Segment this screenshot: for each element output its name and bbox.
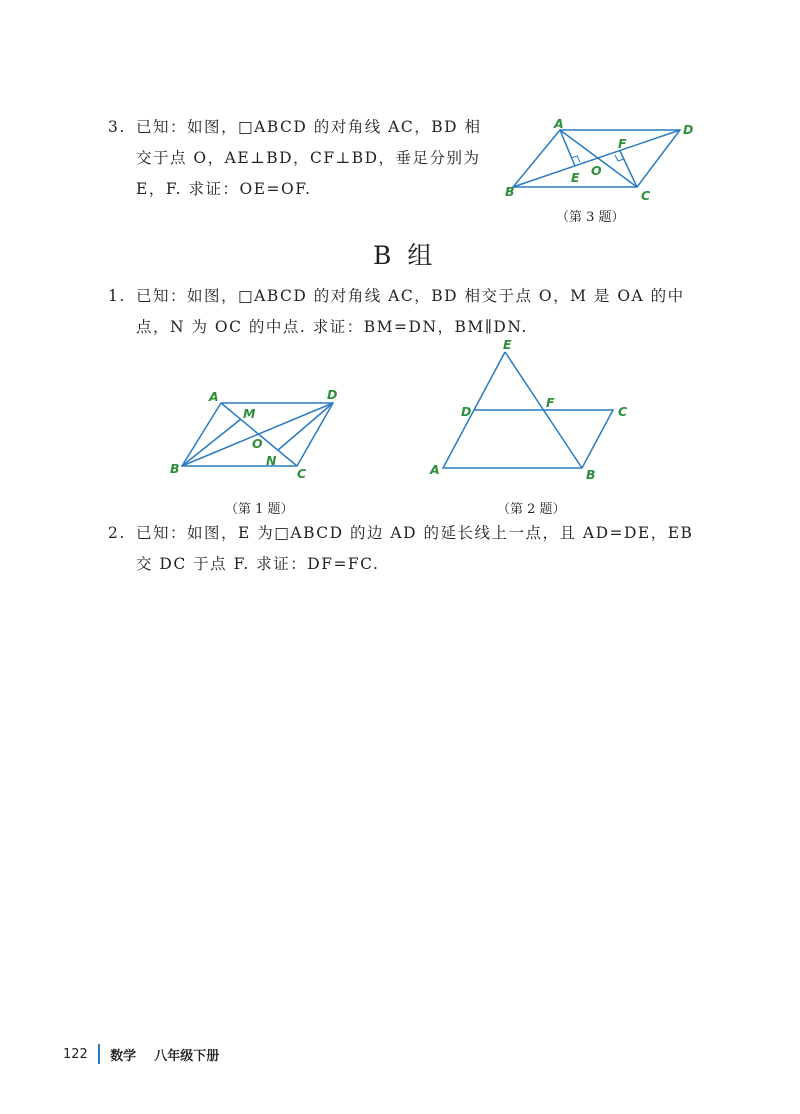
label-f: F <box>546 395 555 410</box>
figure-2-parallelogram <box>0 0 800 500</box>
extension-de <box>474 352 505 410</box>
label-o: O <box>252 436 263 451</box>
label-b: B <box>586 467 596 482</box>
figure-1-caption: （第 1 题） <box>225 502 294 517</box>
page-number: 122 <box>63 1046 88 1062</box>
label-c: C <box>641 188 651 203</box>
group-b-heading: B 组 <box>373 241 437 270</box>
figure-3-caption: （第 3 题） <box>556 210 625 225</box>
label-c: C <box>618 404 628 419</box>
problem-number: 3. <box>108 118 126 136</box>
label-o: O <box>591 163 602 178</box>
problem-text-line: 交于点 O，AE⊥BD，CF⊥BD，垂足分别为 <box>136 149 481 167</box>
problem-number: 2. <box>108 524 126 542</box>
problem-text-line: 点，N 为 OC 的中点. 求证：BM=DN，BM∥DN. <box>136 318 528 336</box>
footer-book-title: 八年级下册 <box>154 1048 220 1064</box>
label-a: A <box>209 389 219 404</box>
problem-b2 <box>108 518 708 580</box>
problem-number: 1. <box>108 287 126 305</box>
label-b: B <box>505 184 515 199</box>
figure-2-caption: （第 2 题） <box>497 502 566 517</box>
label-d: D <box>461 404 472 419</box>
label-a: A <box>430 462 440 477</box>
label-e: E <box>503 337 512 352</box>
footer-subject: 数学 <box>110 1048 137 1064</box>
label-n: N <box>266 453 277 468</box>
problem-text-line: 已知：如图，□ABCD 的对角线 AC，BD 相 <box>136 118 482 136</box>
label-d: D <box>327 387 338 402</box>
label-m: M <box>243 406 256 421</box>
footer-divider <box>98 1044 100 1064</box>
label-e: E <box>571 170 580 185</box>
label-a: A <box>554 116 564 131</box>
label-c: C <box>297 466 307 481</box>
problem-text-line: E，F. 求证：OE=OF. <box>136 180 312 198</box>
label-b: B <box>170 461 180 476</box>
problem-text-line: 已知：如图，□ABCD 的对角线 AC，BD 相交于点 O，M 是 OA 的中 <box>136 287 685 305</box>
label-f: F <box>618 136 627 151</box>
problem-text-line: 已知：如图，E 为□ABCD 的边 AD 的延长线上一点，且 AD=DE，EB <box>136 524 694 542</box>
page-footer <box>63 1044 219 1064</box>
problem-text-line: 交 DC 于点 F. 求证：DF=FC. <box>136 555 380 573</box>
label-d: D <box>683 122 694 137</box>
